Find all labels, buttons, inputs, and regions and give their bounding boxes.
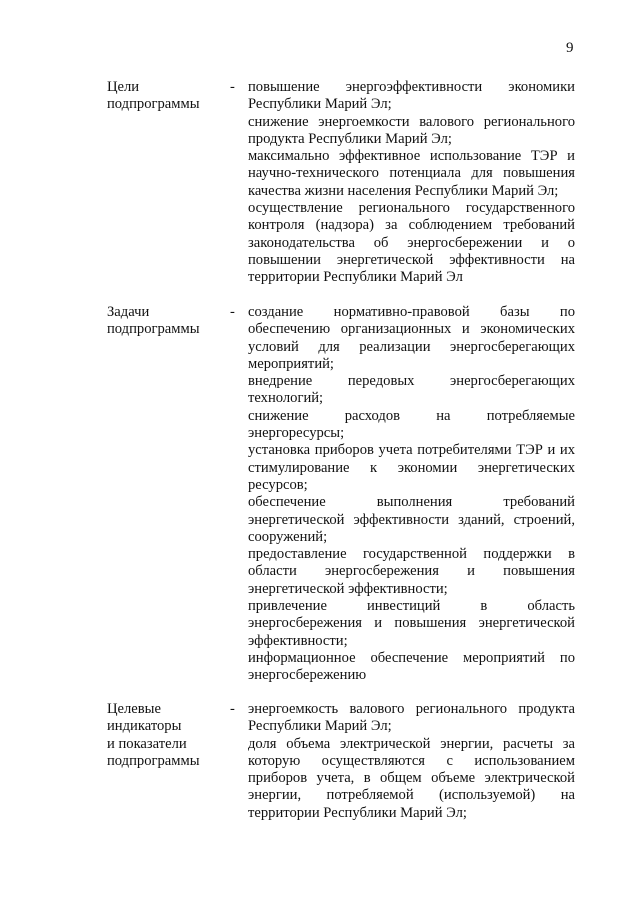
section-content [248, 304, 575, 685]
label-line: подпрограммы [107, 96, 200, 113]
section-dash: - [230, 701, 235, 717]
list-item: предоставление государственной поддержки в области энергосбережения и повышения энергетической эффективности; [248, 546, 575, 597]
section-label [107, 304, 225, 339]
section-dash: - [230, 79, 235, 95]
list-item: внедрение передовых энергосберегающих технологий; [248, 373, 575, 407]
label-line: Целевые [107, 701, 161, 717]
list-item: создание нормативно-правовой базы по обеспечению организационных и экономических условий для реализации энергосберегающих мероприятий; [248, 304, 575, 372]
label-line: индикаторы [107, 718, 182, 735]
page-number: 9 [566, 40, 574, 56]
list-item: повышение энергоэффективности экономики Республики Марий Эл; [248, 79, 575, 113]
label-line: и показатели [107, 735, 187, 752]
list-item: энергоемкость валового регионального продукта Республики Марий Эл; [248, 701, 575, 735]
label-line: подпрограммы [107, 752, 200, 769]
section-content [248, 79, 575, 287]
label-line: Задачи [107, 304, 150, 320]
label-line: подпрограммы [107, 321, 200, 338]
list-item: снижение энергоемкости валового регионального продукта Республики Марий Эл; [248, 113, 575, 147]
list-item: доля объема электрической энергии, расчеты за которую осуществляются с использованием приборов учета, в общем объеме электрической энергии, потребляемой (используемой) на территории Республики Марий Эл; [248, 735, 575, 821]
list-item: осуществление регионального государственного контроля (надзора) за соблюдением требований законодательства об энергосбережении и о повышении энергетической эффективности на территории Республики Марий Эл [248, 200, 575, 286]
list-item: обеспечение выполнения требований энергетической эффективности зданий, строений, сооружений; [248, 494, 575, 545]
list-item: информационное обеспечение мероприятий по энергосбережению [248, 649, 575, 684]
section-dash: - [230, 304, 235, 320]
list-item: установка приборов учета потребителями ТЭР и их стимулирование к экономии энергетических ресурсов; [248, 442, 575, 493]
list-item: максимально эффективное использование ТЭР и научно-технического потенциала для повышения качества жизни населения Республики Марий Эл; [248, 148, 575, 199]
list-item: привлечение инвестиций в область энергосбережения и повышения энергетической эффективности; [248, 598, 575, 649]
section-label [107, 701, 225, 770]
section-content [248, 701, 575, 822]
section-label [107, 79, 225, 114]
list-item: снижение расходов на потребляемые энергоресурсы; [248, 407, 575, 442]
label-line: Цели [107, 79, 140, 95]
